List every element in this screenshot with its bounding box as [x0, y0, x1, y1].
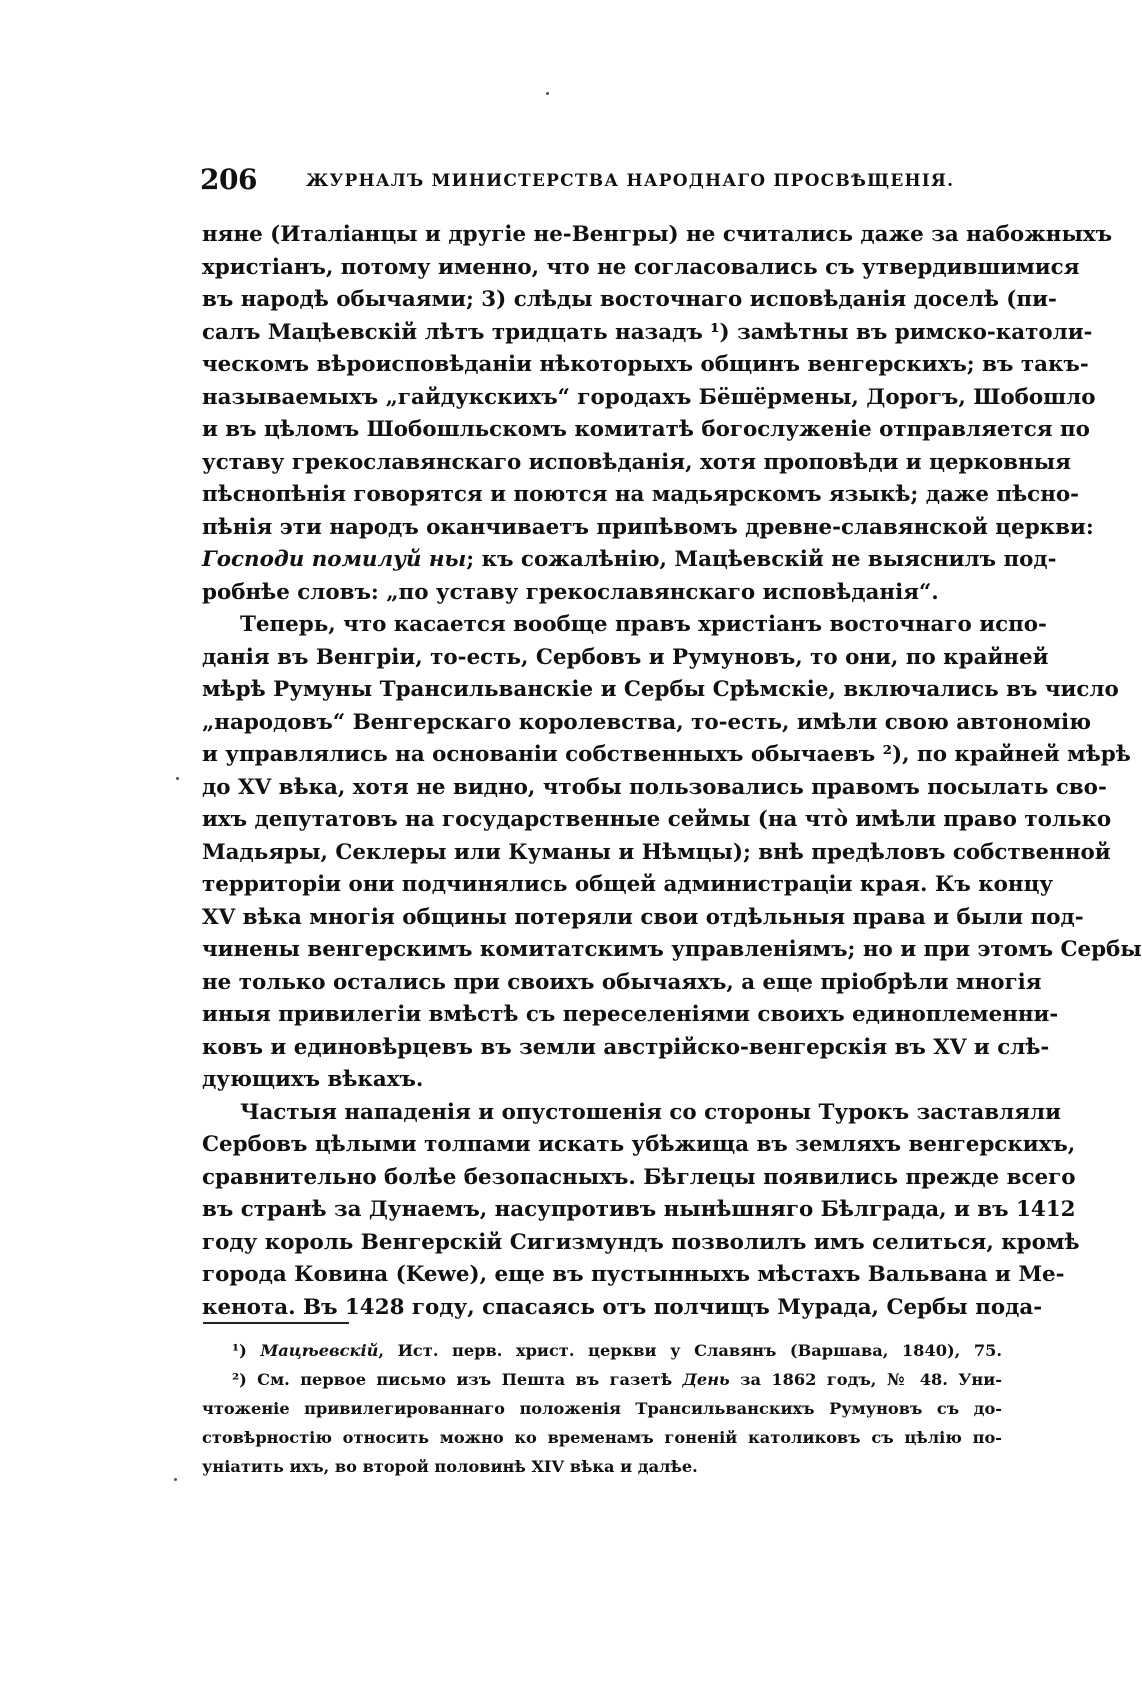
text-line: дующихъ вѣкахъ.: [202, 1067, 424, 1092]
text-line: христіанъ, потому именно, что не согласовались съ утвердившимися: [202, 254, 1080, 280]
scan-speck: [546, 92, 549, 95]
text-line: ихъ депутатовъ на государственные сеймы (на что̀ имѣли право только: [202, 807, 1112, 832]
text-line: и управлялись на основаніи собственныхъ обычаевъ ²), по крайней мѣрѣ: [202, 742, 1131, 767]
footnote-separator: [203, 1322, 349, 1324]
text-line: мѣрѣ Румуны Трансильванскіе и Сербы Срѣмскіе, включались въ число: [202, 677, 1119, 702]
footnote-line: ¹) Мацѣевскій, Ист. перв. христ. церкви у Славянъ (Варшава, 1840), 75.: [232, 1341, 1003, 1360]
footnote-line: чтоженіе привилегированнаго положенія Трансильванскихъ Румуновъ съ до-: [202, 1399, 1002, 1418]
text-line: няне (Италіанцы и другіе не-Венгры) не считались даже за набожныхъ: [202, 222, 1113, 247]
text-line: уставу грекославянскаго исповѣданія, хотя проповѣди и церковныя: [202, 449, 1071, 475]
text-line: салъ Мацѣевскій лѣтъ тридцать назадъ ¹) замѣтны въ римско-католи-: [202, 319, 1093, 345]
footnotes: [202, 1336, 1002, 1481]
text-line: чинены венгерскимъ комитатскимъ управленіямъ; но и при этомъ Сербы: [202, 937, 1142, 962]
text-line: Мадьяры, Секлеры или Куманы и Нѣмцы); внѣ предѣловъ собственной: [202, 839, 1111, 865]
page-header: [200, 163, 1000, 199]
footnote-line: стовѣрностію относить можно ко временамъ гоненій католиковъ съ цѣлію по-: [202, 1428, 1002, 1447]
text-line: году король Венгерскій Сигизмундъ позволилъ имъ селиться, кромѣ: [202, 1229, 1080, 1255]
text-line: города Ковина (Kewe), еще въ пустынныхъ мѣстахъ Вальвана и Ме-: [202, 1262, 1065, 1287]
footnote-line: уніатить ихъ, во второй половинѣ XIV вѣка и далѣе.: [202, 1457, 698, 1476]
running-title: ЖУРНАЛЪ МИНИСТЕРСТВА НАРОДНАГО ПРОСВѢЩЕНІЯ.: [306, 171, 955, 191]
text-line: пѣнія эти народъ оканчиваетъ припѣвомъ древне-славянской церкви:: [202, 514, 1094, 540]
text-line: робнѣе словъ: „по уставу грекославянскаго исповѣданія“.: [202, 579, 939, 605]
body-text: [202, 219, 1142, 1324]
scan-speck: [174, 1478, 177, 1481]
text-line: Теперь, что касается вообще правъ христіанъ восточнаго испо-: [240, 612, 1047, 637]
page-number: 206: [200, 163, 257, 196]
text-line: до XV вѣка, хотя не видно, чтобы пользовались правомъ посылать сво-: [202, 774, 1107, 800]
text-line: Господи помилуй ны; къ сожалѣнію, Мацѣевскій не выяснилъ под-: [202, 547, 1057, 572]
text-line: ческомъ вѣроисповѣданіи нѣкоторыхъ общинъ венгерскихъ; въ такъ-: [202, 352, 1089, 377]
text-line: данія въ Венгріи, то-есть, Сербовъ и Румуновъ, то они, по крайней: [202, 644, 1049, 670]
text-line: „народовъ“ Венгерскаго королевства, то-есть, имѣли свою автономію: [202, 709, 1092, 735]
text-line: въ странѣ за Дунаемъ, насупротивъ нынѣшняго Бѣлграда, и въ 1412: [202, 1197, 1076, 1222]
text-line: территоріи они подчинялись общей администраціи края. Къ концу: [202, 872, 1054, 897]
text-line: Частыя нападенія и опустошенія со стороны Турокъ заставляли: [240, 1099, 1061, 1125]
text-line: не только остались при своихъ обычаяхъ, а еще пріобрѣли многія: [202, 969, 1042, 995]
text-line: сравнительно болѣе безопасныхъ. Бѣглецы появились прежде всего: [202, 1164, 1076, 1190]
text-line: въ народѣ обычаями; 3) слѣды восточнаго исповѣданія доселѣ (пи-: [202, 287, 1057, 312]
text-line: XV вѣка многія общины потеряли свои отдѣльныя права и были под-: [202, 904, 1084, 930]
footnote-line: ²) См. первое письмо изъ Пешта въ газетѣ День за 1862 годъ, № 48. Уни-: [232, 1370, 1002, 1389]
text-line: кенота. Въ 1428 году, спасаясь отъ полчищъ Мурада, Сербы пода-: [202, 1294, 1043, 1320]
scan-speck: [176, 777, 179, 780]
text-line: иныя привилегіи вмѣстѣ съ переселеніями своихъ единоплеменни-: [202, 1002, 1059, 1027]
text-line: пѣснопѣнія говорятся и поются на мадьярскомъ языкѣ; даже пѣсно-: [202, 482, 1080, 507]
text-line: и въ цѣломъ Шобошльскомъ комитатѣ богослуженіе отправляется по: [202, 417, 1090, 442]
text-line: называемыхъ „гайдукскихъ“ городахъ Бёшёрмены, Дорогъ, Шобошло: [202, 384, 1096, 410]
text-line: Сербовъ цѣлыми толпами искать убѣжища въ земляхъ венгерскихъ,: [202, 1132, 1076, 1157]
text-line: ковъ и единовѣрцевъ въ земли австрійско-венгерскія въ XV и слѣ-: [202, 1034, 1050, 1060]
